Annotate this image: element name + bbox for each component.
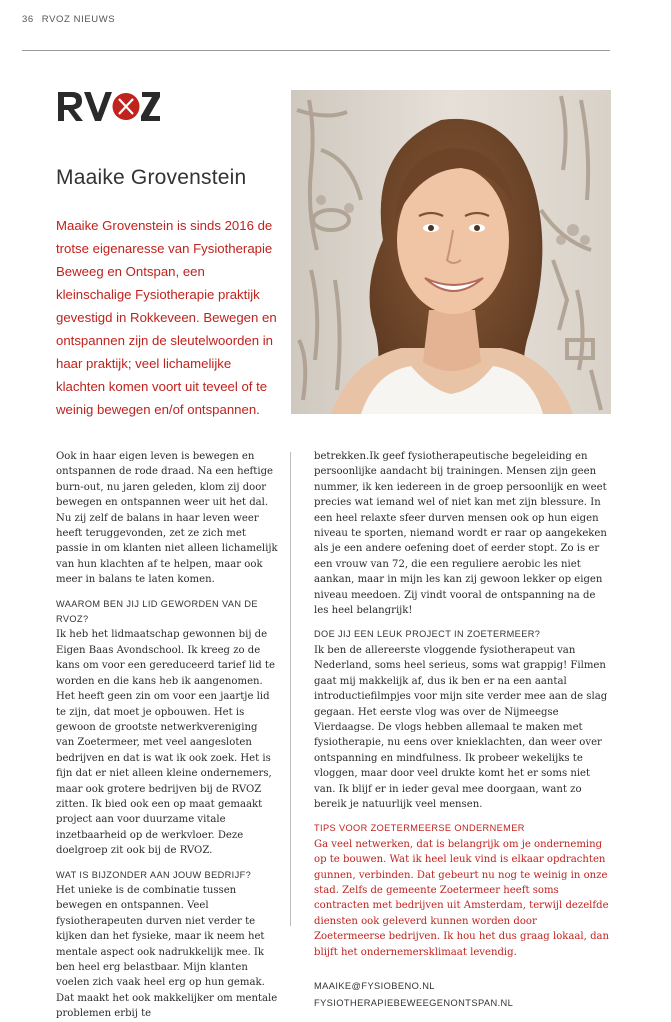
question-heading: WAT IS BIJZONDER AAN JOUW BEDRIJF? [56, 869, 252, 880]
answer-paragraph: Ik heb het lidmaatschap gewonnen bij de Eigen Baas Avondschool. Ik kreeg zo de kans om voor een gereduceerd tarief lid te worden en die kans heb ik aangenomen. Het heeft geen zin om voor een jaartje lid te zijn, dat moet je opbouwen. Het is gewoon de grootste netwerkvereniging van Zoetermeer, met veel aangesloten bedrijven en dat is wat ik ook zoek. Het is fijn dat er niet alleen kleine ondernemers, maar ook grotere bedrijven bij de RVOZ zitten. Ik bied ook een op maat gemaakt project aan voor duurzame vitale inzetbaarheid op de werkvloer. Deze doelgroep zit ook bij de RVOZ. [56, 629, 275, 857]
page-number: 36 [22, 14, 34, 25]
page-header [22, 14, 123, 25]
portrait-photo [291, 90, 611, 414]
column-divider [290, 452, 291, 926]
body-paragraph: Ook in haar eigen leven is bewegen en ontspannen de rode draad. Na een heftige burn-out, nu jaren geleden, klom zij door bewegen en ontspannen weer uit het dal. Nu zij zelf de balans in haar leven weer heeft teruggevonden, zet ze zich met passie in om klanten niet alleen lichamelijk van hun klachten af te helpen, maar ook meer in balans te laten komen. [56, 451, 278, 586]
publication-name: RVOZ NIEUWS [41, 14, 116, 25]
answer-paragraph: Het unieke is de combinatie tussen bewegen en ontspannen. Veel fysiotherapeuten durven niet verder te kijken dan het fysieke, maar ik neem het mentale aspect ook nadrukkelijk mee. Ik ben heel erg belastbaar. Mijn klanten voelen zich vaak heel erg op hun gemak. Dat maakt het ook makkelijker om mentale problemen erbij te [56, 884, 278, 1020]
page-title: Maaike Grovenstein [56, 166, 247, 189]
question-heading: DOE JIJ EEN LEUK PROJECT IN ZOETERMEER? [314, 629, 541, 640]
intro-paragraph: Maaike Grovenstein is sinds 2016 de trotse eigenaresse van Fysiotherapie Beweeg en Ontspan, een kleinschalige Fysiotherapie praktijk gevestigd in Rokkeveen. Bewegen en ontspannen zijn de sleutelwoorden in haar praktijk; veel lichamelijke klachten komen voort uit teveel of te weinig bewegen en/of ontspannen. [56, 218, 277, 417]
right-column [314, 449, 611, 1012]
tips-paragraph: Ga veel netwerken, dat is belangrijk om je onderneming op te bouwen. Wat ik heel leuk vind is elkaar opdrachten gunnen, verbinden. Dat gebeurt nu nog te weinig in onze stad. Zelfs de gemeente Zoetermeer heeft soms contracten met bedrijven uit Amsterdam, terwijl dezelfde diensten ook geleverd kunnen worden door Zoetermeerse bedrijven. Ik hou het dus graag lokaal, dan blijft het ondernemersklimaat levendig. [314, 838, 610, 958]
answer-paragraph: Ik ben de allereerste vloggende fysiotherapeut van Nederland, soms heel serieus, soms wat grappig! Filmen gaat mij makkelijk af, dus ik ben er na een aantal introductiefilmpjes voor mijn site verder mee aan de slag gegaan. Het eerste vlog was over de Nijmeegse Vierdaagse. De vlogs hebben allemaal te maken met fysiotherapie, nu eens over knieklachten, dan weer over ontspanning en mindfulness. Ik probeer wekelijks te vloggen, maar door veel drukte komt het er soms niet van. Ik blijf er in ieder geval mee doorgaan, want zo bereik je natuurlijk veel mensen. [314, 644, 608, 810]
rvoz-logo [56, 88, 162, 124]
email-link[interactable]: MAAIKE@FYSIOBENO.NL [314, 981, 435, 991]
website-link[interactable]: FYSIOTHERAPIEBEWEEGENONTSPAN.NL [314, 998, 514, 1008]
left-column [56, 449, 278, 1022]
contact-block [314, 978, 611, 1012]
body-paragraph: betrekken.Ik geef fysiotherapeutische begeleiding en persoonlijke aandacht bij trainingen. Mensen zijn geen nummer, ik ken iedereen in de groep persoonlijk en weet precies wat iemand wel of niet kan met zijn blessure. In een heel relaxte sfeer durven mensen ook op hun eigen niveau te sporten, niemand wordt er raar op aangekeken als je een andere oefening doet of eerder stopt. Zo is er een vrouw van 72, die een reguliere aerobic les niet aankan, maar in mijn les kan zij gewoon lekker op eigen niveau meedoen. Zij vindt vooral de ontspanning na de les heel belangrijk! [314, 451, 607, 617]
header-rule [22, 50, 610, 51]
tips-heading: TIPS VOOR ZOETERMEERSE ONDERNEMER [314, 823, 525, 834]
rvoz-logo-graphic [56, 88, 162, 124]
question-heading: WAAROM BEN JIJ LID GEWORDEN VAN DE RVOZ? [56, 598, 258, 625]
